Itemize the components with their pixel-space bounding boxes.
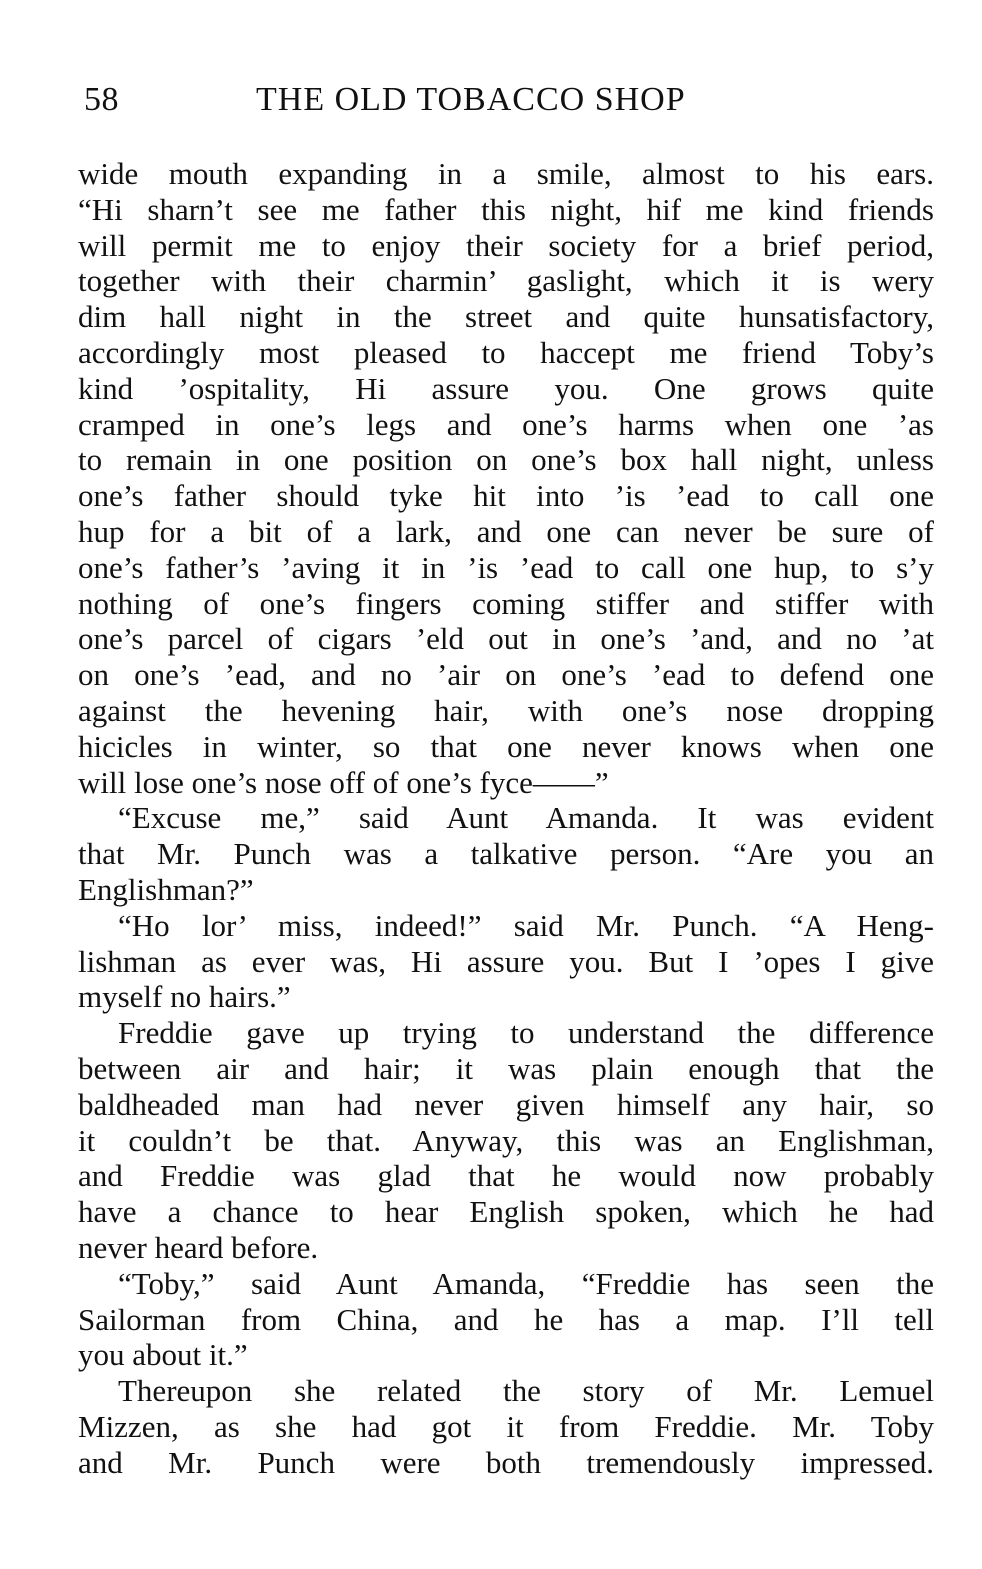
- text-line: to remain in one position on one’s box hall night, unless: [78, 442, 934, 478]
- text-line: nothing of one’s fingers coming stiffer and stiffer with: [78, 585, 934, 621]
- body-text: [78, 156, 934, 1480]
- text-line: kind ’ospitality, Hi assure you. One grows quite: [78, 370, 934, 406]
- text-line: on one’s ’ead, and no ’air on one’s ’ead to defend one: [78, 657, 934, 693]
- text-line: lishman as ever was, Hi assure you. But I ’opes I give: [78, 943, 934, 979]
- text-line: Mizzen, as she had got it from Freddie. Mr. Toby: [78, 1408, 934, 1444]
- text-line: one’s father should tyke hit into ’is ’ead to call one: [78, 478, 934, 514]
- text-line: Sailorman from China, and he has a map. I’ll tell: [78, 1301, 934, 1337]
- text-line: and Freddie was glad that he would now probably: [78, 1158, 934, 1194]
- text-line: and Mr. Punch were both tremendously impressed.: [78, 1444, 934, 1480]
- text-line: against the hevening hair, with one’s nose dropping: [78, 692, 934, 728]
- text-line: “Excuse me,” said Aunt Amanda. It was evident: [118, 800, 934, 836]
- text-line: Englishman?”: [78, 871, 254, 907]
- text-line: together with their charmin’ gaslight, which it is wery: [78, 263, 934, 299]
- text-line: between air and hair; it was plain enough that the: [78, 1050, 934, 1086]
- text-line: myself no hairs.”: [78, 979, 291, 1015]
- text-line: that Mr. Punch was a talkative person. “Are you an: [78, 836, 934, 872]
- text-line: you about it.”: [78, 1337, 248, 1373]
- text-line: never heard before.: [78, 1229, 319, 1265]
- text-line: “Ho lor’ miss, indeed!” said Mr. Punch. “A Heng-: [118, 907, 934, 943]
- text-line: will lose one’s nose off of one’s fyce——”: [78, 764, 609, 800]
- text-line: accordingly most pleased to haccept me friend Toby’s: [78, 334, 934, 370]
- text-line: Freddie gave up trying to understand the difference: [118, 1015, 934, 1051]
- page-number: 58: [84, 81, 119, 118]
- text-line: one’s father’s ’aving it in ’is ’ead to call one hup, to s’y: [78, 549, 934, 585]
- page-header: [84, 78, 934, 122]
- running-title: THE OLD TOBACCO SHOP: [256, 81, 686, 118]
- text-line: dim hall night in the street and quite hunsatisfactory,: [78, 299, 934, 335]
- text-line: “Toby,” said Aunt Amanda, “Freddie has seen the: [118, 1265, 934, 1301]
- text-line: have a chance to hear English spoken, which he had: [78, 1194, 934, 1230]
- text-line: “Hi sharn’t see me father this night, hif me kind friends: [78, 191, 934, 227]
- text-line: one’s parcel of cigars ’eld out in one’s ’and, and no ’at: [78, 621, 934, 657]
- text-line: it couldn’t be that. Anyway, this was an Englishman,: [78, 1122, 934, 1158]
- text-line: hup for a bit of a lark, and one can never be sure of: [78, 513, 934, 549]
- text-line: cramped in one’s legs and one’s harms when one ’as: [78, 406, 934, 442]
- text-line: hicicles in winter, so that one never knows when one: [78, 728, 934, 764]
- text-line: Thereupon she related the story of Mr. Lemuel: [118, 1373, 934, 1409]
- text-line: will permit me to enjoy their society for a brief period,: [78, 227, 934, 263]
- text-line: wide mouth expanding in a smile, almost to his ears.: [78, 156, 934, 191]
- text-line: baldheaded man had never given himself any hair, so: [78, 1086, 934, 1122]
